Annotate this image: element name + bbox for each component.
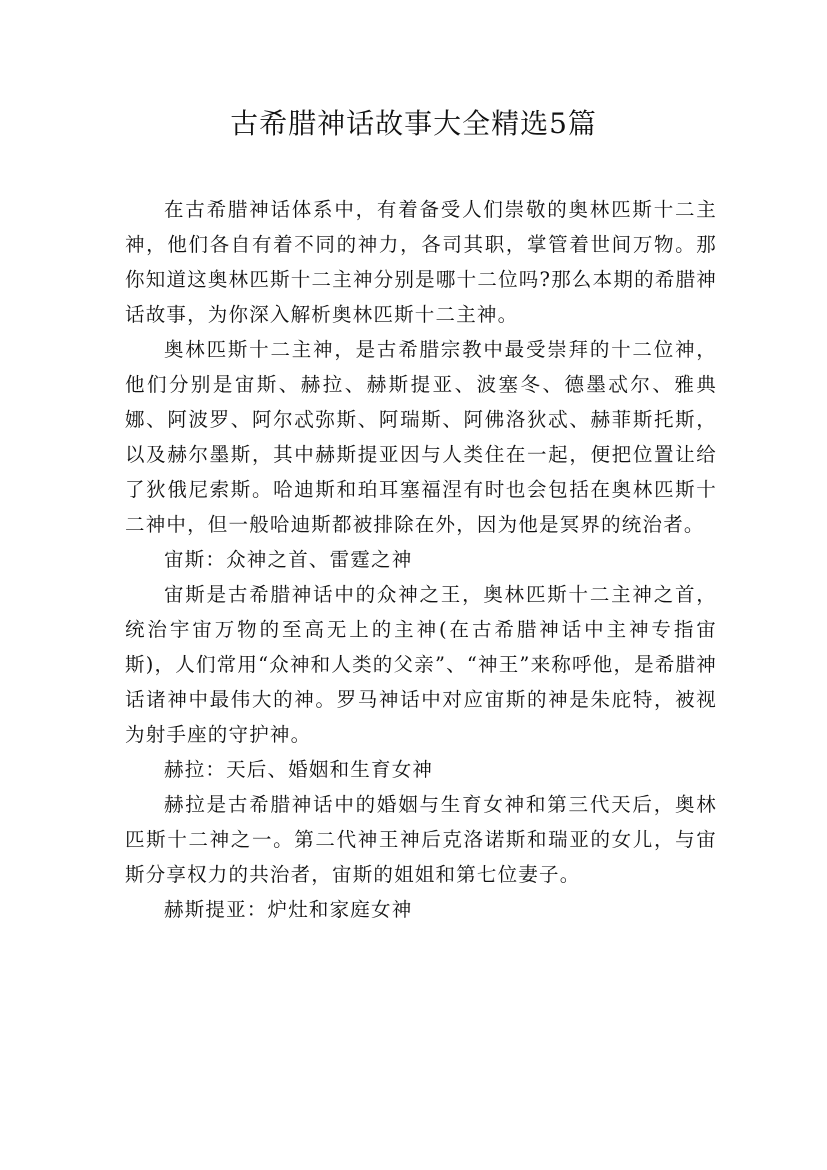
paragraph-twelve-gods: 奥林匹斯十二主神，是古希腊宗教中最受崇拜的十二位神，他们分别是宙斯、赫拉、赫斯提亚、波塞冬、德墨忒尔、雅典娜、阿波罗、阿尔忒弥斯、阿瑞斯、阿佛洛狄忒、赫菲斯托斯，以及赫尔墨斯，其中赫斯提亚因与人类住在一起，便把位置让给了狄俄尼索斯。哈迪斯和珀耳塞福涅有时也会包括在奥林匹斯十二神中，但一般哈迪斯都被排除在外，因为他是冥界的统治者。 xyxy=(125,338,717,536)
section-heading-hera: 赫拉：天后、婚姻和生育女神 xyxy=(164,758,434,781)
document-title: 古希腊神话故事大全精选5篇 xyxy=(230,107,597,140)
section-heading-zeus: 宙斯：众神之首、雷霆之神 xyxy=(164,548,413,571)
document-body xyxy=(125,192,717,927)
paragraph-hera: 赫拉是古希腊神话中的婚姻与生育女神和第三代天后，奥林匹斯十二神之一。第二代神王神后克洛诺斯和瑞亚的女儿，与宙斯分享权力的共治者，宙斯的姐姐和第七位妻子。 xyxy=(125,793,717,886)
paragraph-zeus: 宙斯是古希腊神话中的众神之王，奥林匹斯十二主神之首，统治宇宙万物的至高无上的主神(在古希腊神话中主神专指宙斯)，人们常用“众神和人类的父亲”、“神王”来称呼他，是希腊神话诸神中最伟大的神。罗马神话中对应宙斯的神是朱庇特，被视为射手座的守护神。 xyxy=(125,583,717,746)
section-heading-hestia: 赫斯提亚：炉灶和家庭女神 xyxy=(164,898,413,921)
paragraph-intro: 在古希腊神话体系中，有着备受人们崇敬的奥林匹斯十二主神，他们各自有着不同的神力，各司其职，掌管着世间万物。那你知道这奥林匹斯十二主神分别是哪十二位吗?那么本期的希腊神话故事，为你深入解析奥林匹斯十二主神。 xyxy=(125,198,717,326)
